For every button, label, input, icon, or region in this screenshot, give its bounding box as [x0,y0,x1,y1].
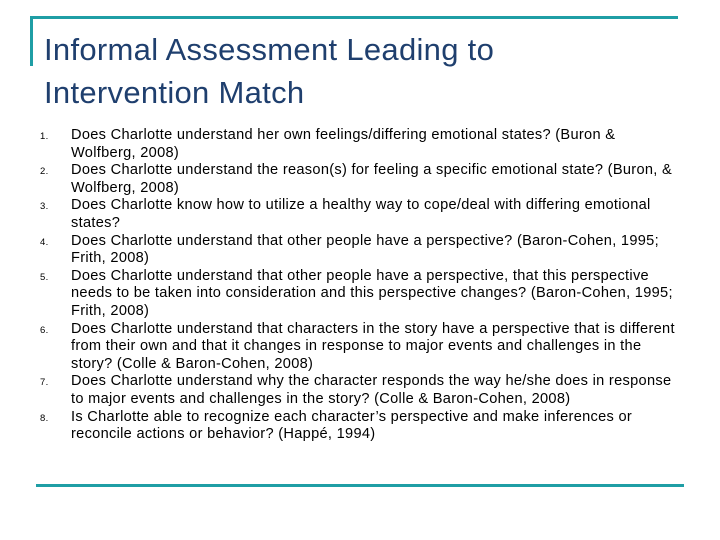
question-item-2 [40,162,680,197]
question-number: 8. [40,412,49,424]
question-item-3 [40,197,680,232]
question-text: Does Charlotte know how to utilize a healthy way to cope/deal with differing emotional states? [71,197,651,231]
question-item-5 [40,268,680,321]
top-accent-rule [30,16,678,19]
question-number: 5. [40,271,49,283]
question-text: Does Charlotte understand why the character responds the way he/she does in response to major events and challenges in the story? (Colle & Baron-Cohen, 2008) [71,373,672,407]
question-item-1 [40,127,680,162]
question-number: 2. [40,166,49,178]
question-number: 3. [40,201,49,213]
slide-title-line-1: Informal Assessment Leading to [44,32,495,67]
question-item-6 [40,321,680,374]
slide-title-line-2: Intervention Match [44,75,305,110]
question-number: 1. [40,131,49,142]
question-item-4 [40,233,680,268]
question-number: 6. [40,324,49,336]
question-item-8 [40,409,680,444]
question-text: Does Charlotte understand that other people have a perspective, that this perspective needs to be taken into consideration and this perspective changes? (Baron-Cohen, 1995; Frith, 2008) [71,267,673,319]
question-text: Does Charlotte understand that other people have a perspective? (Baron-Cohen, 1995; Frith, 2008) [71,232,659,267]
question-item-7 [40,373,680,408]
question-number: 4. [40,236,49,248]
question-text: Does Charlotte understand her own feelings/differing emotional states? (Buron & Wolfberg, 2008) [71,127,616,161]
question-list [40,127,680,444]
bottom-accent-rule [36,484,684,487]
question-text: Does Charlotte understand the reason(s) for feeling a specific emotional state? (Buron, & Wolfberg, 2008) [71,162,673,196]
left-accent-rule [30,16,33,66]
question-text: Is Charlotte able to recognize each character’s perspective and make inferences or reconcile actions or behavior? (Happé, 1994) [71,408,633,443]
question-text: Does Charlotte understand that characters in the story have a perspective that is different from their own and that it changes in response to major events and challenges in the story? (Colle & Baron-Cohen, 2008) [71,320,675,372]
slide-title [44,28,664,114]
question-number: 7. [40,377,49,389]
